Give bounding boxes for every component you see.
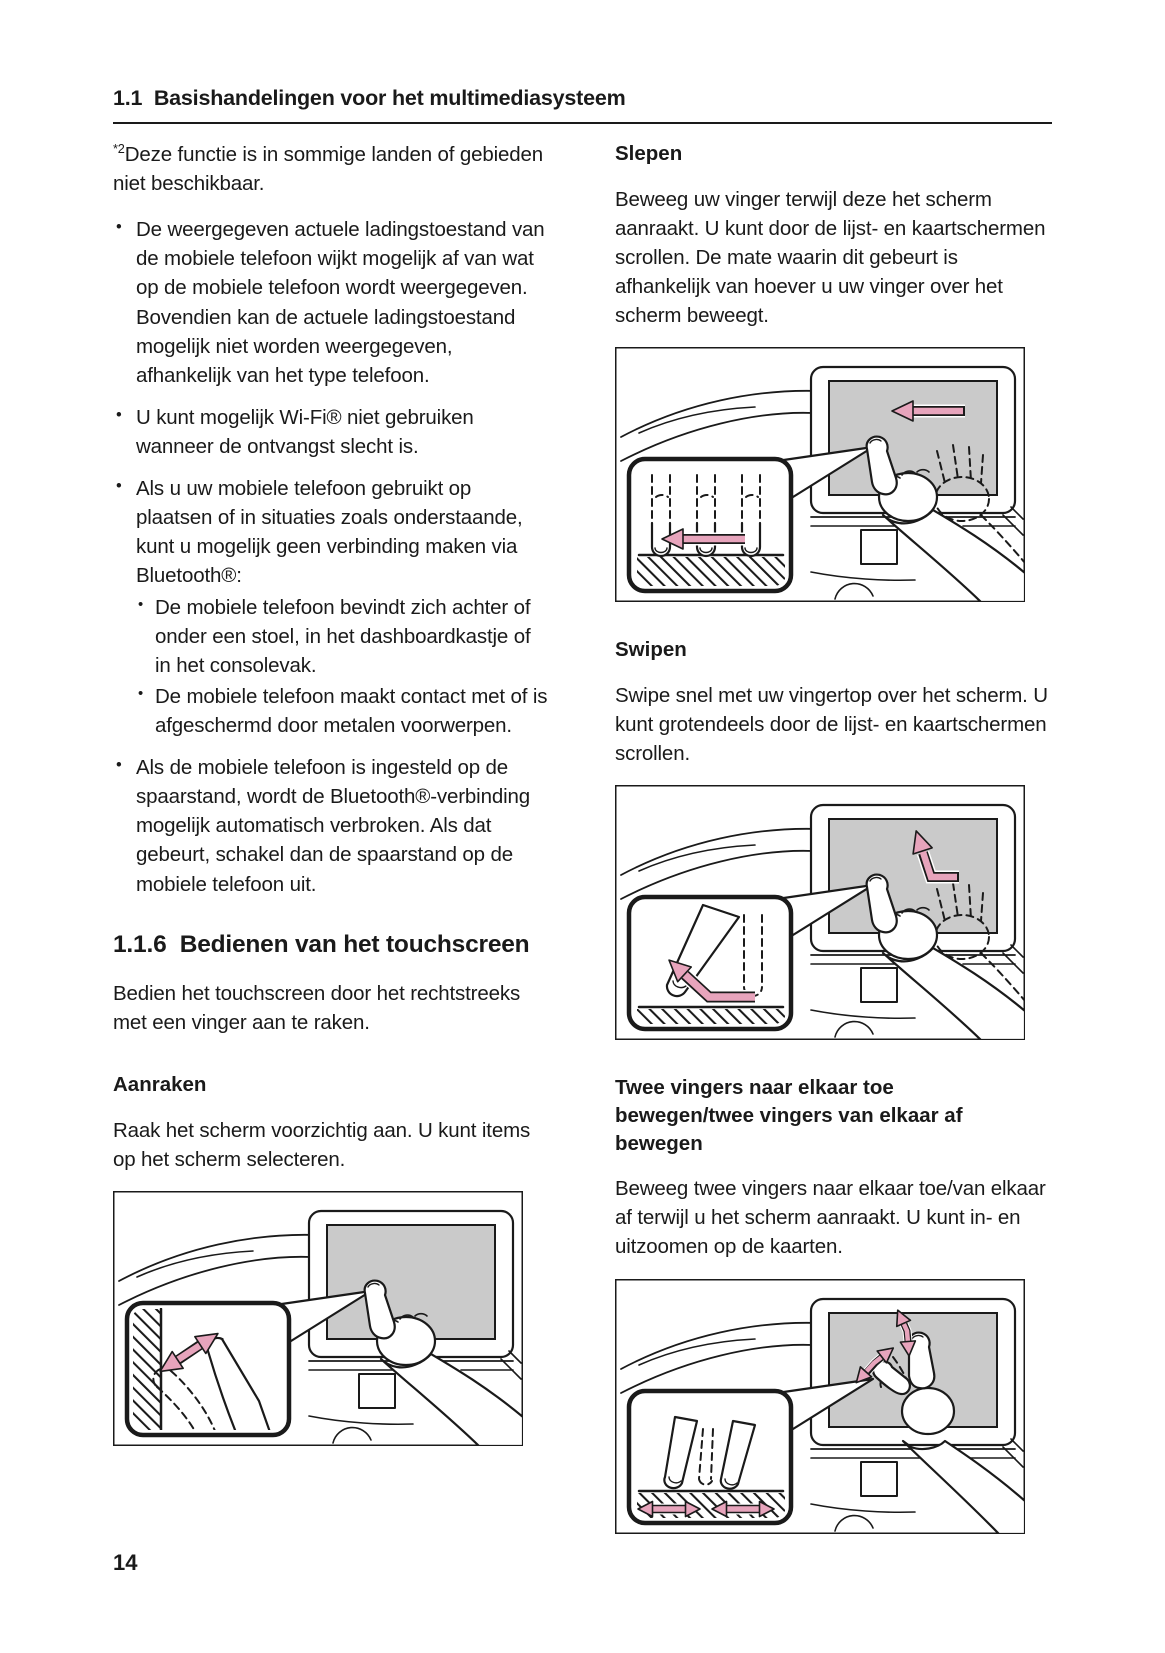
bullet-text: Als de mobiele telefoon is ingesteld op de spaarstand, wordt de Bluetooth®-verbinding mogelijk automatisch verbroken. Als dat gebeurt, schakel dan de spaarstand op de mobiele telefoon uit.	[136, 756, 530, 896]
drag-heading: Slepen	[615, 142, 683, 165]
bullet-text: Als u uw mobiele telefoon gebruikt op plaatsen of in situaties zoals onderstaande, kunt u mogelijk geen verbinding maken via Bluetooth®:	[136, 477, 523, 588]
bullet-text: De mobiele telefoon bevindt zich achter of onder een stoel, in het dashboardkastje of in het consolevak.	[155, 595, 531, 677]
sub-bullet-list	[136, 593, 550, 741]
drag-body: Beweeg uw vinger terwijl deze het scherm aanraakt. U kunt door de lijst- en kaartschermen scrollen. De mate waarin dit gebeurt is afhankelijk van hoever u uw vinger over het scherm beweegt.	[615, 187, 1046, 328]
footnote	[113, 140, 550, 198]
left-column	[113, 140, 550, 1560]
bullet-text: U kunt mogelijk Wi-Fi® niet gebruiken wanneer de ontvangst slecht is.	[136, 405, 474, 458]
list-item	[113, 474, 550, 740]
footnote-marker: *2	[113, 141, 125, 157]
footnote-text: Deze functie is in sommige landen of gebieden niet beschikbaar.	[113, 143, 544, 196]
notes-bullet-list	[113, 215, 550, 898]
section-intro: Bedien het touchscreen door het rechtstreeks met een vinger aan te raken.	[113, 982, 521, 1035]
drag-figure	[615, 347, 1052, 602]
section-heading: 1.1.6 Bedienen van het touchscreen	[113, 930, 530, 958]
pinch-figure	[615, 1279, 1052, 1534]
pinch-body: Beweeg twee vingers naar elkaar toe/van elkaar af terwijl u het scherm aanraakt. U kunt in- en uitzoomen op de kaarten.	[615, 1177, 1046, 1259]
touch-body: Raak het scherm voorzichtig aan. U kunt items op het scherm selecteren.	[113, 1119, 531, 1172]
list-item	[113, 403, 550, 461]
swipe-figure	[615, 785, 1052, 1040]
page-title: 1.1 Basishandelingen voor het multimediasysteem	[113, 86, 1052, 124]
right-column	[615, 140, 1052, 1560]
touch-gesture-illustration	[113, 1191, 523, 1446]
swipe-body: Swipe snel met uw vingertop over het scherm. U kunt grotendeels door de lijst- en kaartschermen scrollen.	[615, 683, 1048, 766]
touch-figure	[113, 1191, 550, 1446]
list-item	[113, 215, 550, 390]
page-number: 14	[113, 1550, 138, 1575]
drag-gesture-illustration	[615, 347, 1025, 602]
two-column-layout	[113, 140, 1052, 1560]
swipe-heading: Swipen	[615, 638, 687, 662]
bullet-text: De weergegeven actuele ladingstoestand van de mobiele telefoon wijkt mogelijk af van wat op de mobiele telefoon wordt weergegeven. Bovendien kan de actuele ladingstoestand mogelijk niet worden weergegeven, afhankelijk van het type telefoon.	[136, 218, 545, 387]
list-item	[136, 682, 550, 740]
swipe-gesture-illustration	[615, 785, 1025, 1040]
list-item	[113, 753, 550, 899]
touch-heading: Aanraken	[113, 1073, 207, 1097]
list-item	[136, 593, 550, 680]
pinch-heading: Twee vingers naar elkaar toe bewegen/twee vingers van elkaar af bewegen	[615, 1076, 963, 1155]
bullet-text: De mobiele telefoon maakt contact met of is afgeschermd door metalen voorwerpen.	[155, 684, 548, 737]
pinch-zoom-gesture-illustration	[615, 1279, 1025, 1534]
